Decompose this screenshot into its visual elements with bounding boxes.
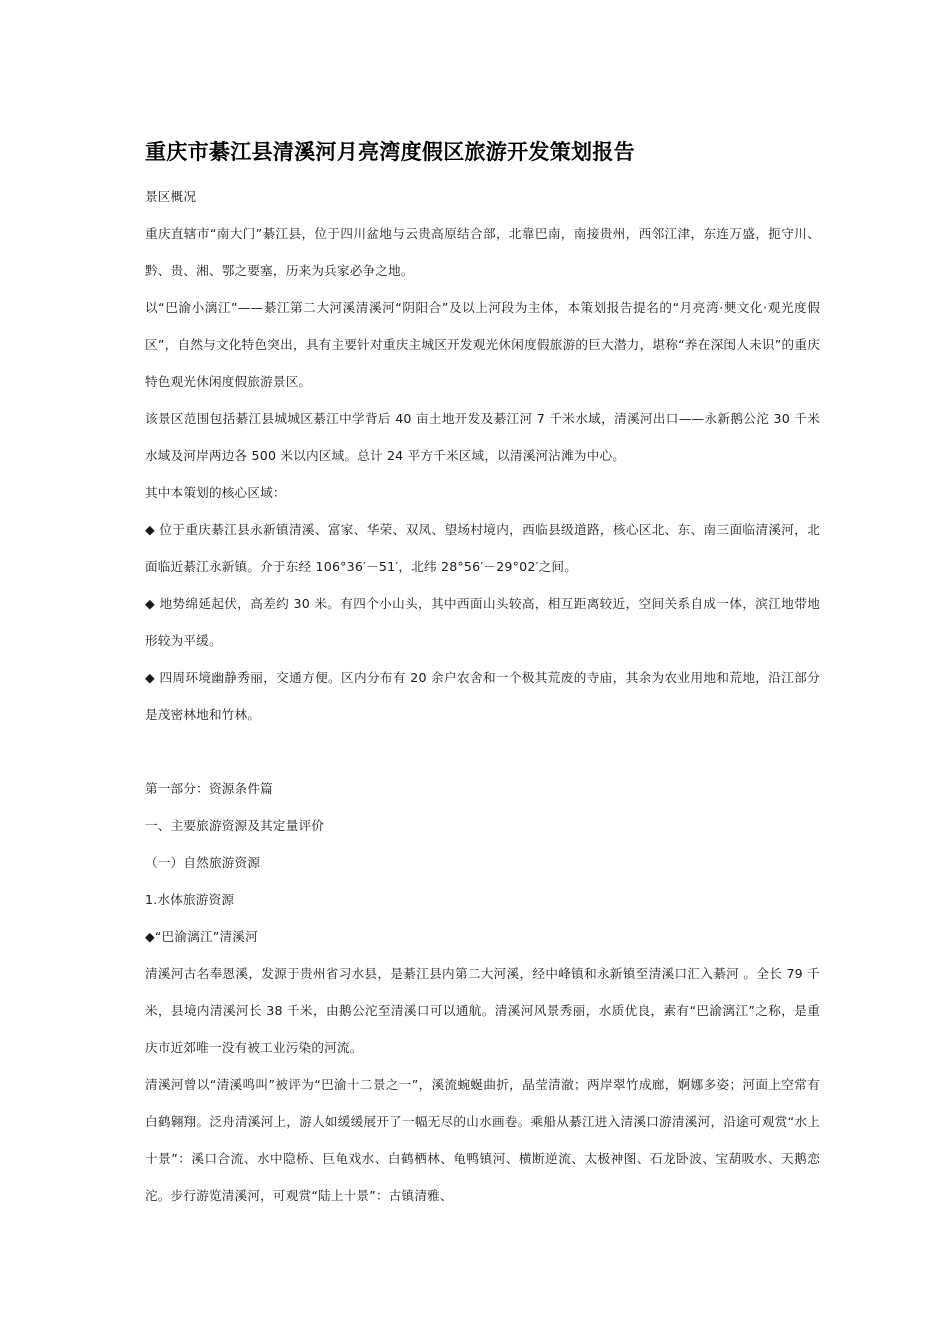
part-heading: 第一部分：资源条件篇	[145, 781, 273, 796]
blank-line	[145, 733, 820, 770]
section-heading: 一、主要旅游资源及其定量评价	[145, 818, 325, 833]
subsection-heading-river: ◆“巴渝漓江”清溪河	[145, 929, 258, 944]
paragraph-core-area-intro: 其中本策划的核心区域：	[145, 485, 286, 500]
document-title: 重庆市綦江县清溪河月亮湾度假区旅游开发策划报告	[145, 139, 635, 164]
bullet-terrain: ◆ 地势绵延起伏，高差约 30 米。有四个小山头，其中西面山头较高，相互距离较近，空间关系自成一体，滨江地带地形较为平缓。	[145, 596, 820, 648]
overview-heading: 景区概况	[145, 189, 197, 204]
paragraph-positioning: 以“巴渝小漓江”——綦江第二大河溪清溪河“阴阳合”及以上河段为主体，本策划报告提名的“月亮湾·僰文化·观光度假区”，自然与文化特色突出，具有主要针对重庆主城区开发观光休闲度假旅游的巨大潜力，堪称“养在深闺人未识”的重庆特色观光休闲度假旅游景区。	[145, 300, 820, 389]
paragraph-river-scenery: 清溪河曾以“清溪鸣叫”被评为“巴渝十二景之一”，溪流蜿蜒曲折，晶莹清澈；两岸翠竹成廊，婀娜多姿；河面上空常有白鹤翱翔。泛舟清溪河上，游人如缓缓展开了一幅无尽的山水画卷。乘船从綦江进入清溪口游清溪河，沿途可观赏“水上十景”：溪口合流、水中隐桥、巨龟戏水、白鹤栖林、龟鸭镇河、横断逆流、太极神图、石龙卧波、宝葫吸水、天鹅恋沱。步行游览清溪河，可观赏“陆上十景”：古镇清雅、	[145, 1077, 820, 1203]
paragraph-scope: 该景区范围包括綦江县城城区綦江中学背后 40 亩土地开发及綦江河 7 千米水域，清溪河出口——永新鹅公沱 30 千米水域及河岸两边各 500 米以内区域。总计 24 平方千米区域，以清溪河沾滩为中心。	[145, 411, 820, 463]
subsection-heading-water: 1.水体旅游资源	[145, 892, 235, 907]
paragraph-location: 重庆直辖市“南大门”綦江县，位于四川盆地与云贵高原结合部，北靠巴南，南接贵州，西邻江津，东连万盛，扼守川、黔、贵、湘、鄂之要塞，历来为兵家必争之地。	[145, 226, 820, 278]
subsection-heading: （一）自然旅游资源	[145, 855, 261, 870]
document-page	[145, 138, 820, 1214]
bullet-location: ◆ 位于重庆綦江县永新镇清溪、富家、华荣、双凤、望场村境内，西临县级道路，核心区北、东、南三面临清溪河，北面临近綦江永新镇。介于东经 106°36′－51′，北纬 28°56′－29°02′之间。	[145, 522, 820, 574]
bullet-environment: ◆ 四周环境幽静秀丽，交通方便。区内分布有 20 余户农舍和一个极其荒废的寺庙，其余为农业用地和荒地，沿江部分是茂密林地和竹林。	[145, 670, 820, 722]
paragraph-river-intro: 清溪河古名奉恩溪，发源于贵州省习水县，是綦江县内第二大河溪，经中峰镇和永新镇至清溪口汇入綦河 。全长 79 千米，县境内清溪河长 38 千米，由鹅公沱至清溪口可以通航。清溪河风景秀丽，水质优良，素有“巴渝漓江”之称，是重庆市近郊唯一没有被工业污染的河流。	[145, 966, 820, 1055]
